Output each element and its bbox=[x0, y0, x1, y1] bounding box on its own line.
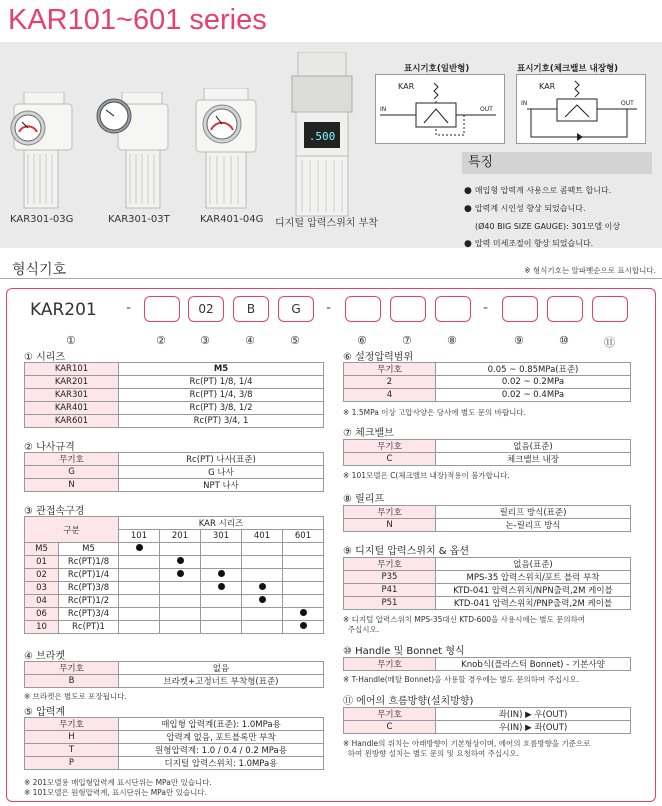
port-size: Rc(PT)1/2 bbox=[59, 595, 119, 608]
code-box-8 bbox=[502, 296, 538, 322]
port-availability-cell bbox=[160, 595, 201, 608]
table-row: P 디지털 압력스위치: 1.0MPa용 bbox=[25, 757, 324, 770]
model-base: KAR201 bbox=[30, 300, 97, 320]
product-image-kar301-03g bbox=[6, 92, 76, 212]
digital-display-value: .500 bbox=[308, 130, 336, 143]
range-note: ※ 1.5MPa 이상 고압사양은 당사에 별도 문의 바랍니다. bbox=[343, 408, 526, 417]
features-title: 특징 bbox=[462, 152, 652, 174]
port-availability-cell bbox=[119, 595, 160, 608]
position-number: ⑧ bbox=[447, 334, 457, 347]
position-number: ③ bbox=[200, 334, 210, 347]
flow-table bbox=[343, 707, 631, 734]
product-image-kar301-03t bbox=[96, 92, 172, 212]
code-box-9 bbox=[547, 296, 583, 322]
port-availability-cell bbox=[242, 621, 283, 634]
code-box-6 bbox=[390, 296, 426, 322]
port-availability-cell bbox=[283, 543, 324, 556]
table-row: G G 나사 bbox=[25, 466, 324, 479]
table-row bbox=[25, 621, 324, 634]
handle-table bbox=[343, 657, 631, 671]
port-availability-cell bbox=[242, 595, 283, 608]
position-number: ② bbox=[156, 334, 166, 347]
code-dash: - bbox=[126, 300, 132, 316]
code-box-1 bbox=[144, 296, 180, 322]
port-availability-cell bbox=[201, 621, 242, 634]
port-title: ③ 관접속구경 bbox=[24, 506, 85, 517]
port-availability-cell bbox=[201, 556, 242, 569]
table-row: 무기호 매입형 압력계(표준): 1.0MPa용 bbox=[25, 718, 324, 731]
port-availability-cell bbox=[242, 582, 283, 595]
bracket-table bbox=[24, 661, 324, 688]
port-code: 01 bbox=[25, 556, 59, 569]
flow-note: 하여 왼방향 설치는 별도 문의 및 요청하여 주십시오. bbox=[343, 749, 519, 758]
position-number: ① bbox=[66, 334, 76, 347]
table-row: 구분 KAR 시리즈 bbox=[25, 517, 324, 530]
feature-item: (Ø40 BIG SIZE GAUGE): 301모델 이상 bbox=[475, 222, 621, 231]
port-size: Rc(PT)1 bbox=[59, 621, 119, 634]
product-label: KAR401-04G bbox=[200, 214, 264, 225]
product-image-digital-switch bbox=[282, 52, 362, 218]
symbol-box-general bbox=[375, 74, 505, 144]
port-availability-cell bbox=[119, 608, 160, 621]
code-box-10 bbox=[592, 296, 628, 322]
product-label: 디지털 압력스위치 부착 bbox=[275, 218, 378, 229]
gauge-note: ※ 101모델은 원형압력계, 표시단위는 MPa만 있습니다. bbox=[24, 788, 207, 797]
port-availability-cell bbox=[160, 556, 201, 569]
series-title: ① 시리즈 bbox=[24, 352, 66, 363]
digital-title: ⑨ 디지털 압력스위치 & 옵션 bbox=[343, 546, 470, 557]
product-area bbox=[0, 42, 662, 248]
relief-title: ⑧ 릴리프 bbox=[343, 494, 385, 505]
port-table bbox=[24, 516, 324, 634]
table-row: C 우(IN) ▶ 좌(OUT) bbox=[344, 721, 631, 734]
table-row bbox=[25, 608, 324, 621]
flow-note: ※ Handle의 위치는 아래방향이 기본형상이며, 에어의 흐름방향을 기준으로 bbox=[343, 739, 591, 748]
position-number: ⑥ bbox=[357, 334, 367, 347]
port-availability-cell bbox=[283, 608, 324, 621]
port-availability-cell bbox=[119, 621, 160, 634]
check-table bbox=[343, 439, 631, 466]
table-row: KAR601 Rc(PT) 3/4, 1 bbox=[25, 415, 324, 428]
port-availability-cell bbox=[242, 608, 283, 621]
range-table bbox=[343, 362, 631, 402]
bracket-note: ※ 브라켓은 별도로 포장됩니다. bbox=[24, 692, 127, 701]
digital-table bbox=[343, 557, 631, 610]
handle-title: ⑩ Handle 및 Bonnet 형식 bbox=[343, 646, 465, 657]
port-code: 06 bbox=[25, 608, 59, 621]
feature-item: ● 매입형 압력계 사용으로 콤팩트 합니다. bbox=[464, 186, 612, 196]
code-box-7 bbox=[435, 296, 471, 322]
position-number: ⑪ bbox=[604, 336, 615, 349]
product-label: KAR301-03G bbox=[10, 214, 74, 225]
table-row: T 원형압력계: 1.0 / 0.4 / 0.2 MPa용 bbox=[25, 744, 324, 757]
port-size: Rc(PT)1/8 bbox=[59, 556, 119, 569]
port-availability-cell bbox=[119, 543, 160, 556]
port-availability-cell bbox=[119, 569, 160, 582]
svg-text:OUT: OUT bbox=[621, 100, 634, 107]
digital-note: ※ 디지털 압력스위치 MPS-35대신 KTD-600을 사용시에는 별도 문의하여 bbox=[343, 615, 586, 624]
table-row: 무기호 좌(IN) ▶ 우(OUT) bbox=[344, 708, 631, 721]
table-row: 무기호 없음(표준) bbox=[344, 440, 631, 453]
port-size: Rc(PT)3/4 bbox=[59, 608, 119, 621]
table-row: 무기호 없음 bbox=[25, 662, 324, 675]
table-row: H 압력계 없음, 포트블록만 부착 bbox=[25, 731, 324, 744]
table-row: 101 201 301 401 601 bbox=[25, 530, 324, 543]
table-row: 무기호 Rc(PT) 나사(표준) bbox=[25, 453, 324, 466]
table-row bbox=[25, 556, 324, 569]
bracket-title: ④ 브라켓 bbox=[24, 651, 66, 662]
port-code: 02 bbox=[25, 569, 59, 582]
table-row: 무기호 없음(표준) bbox=[344, 558, 631, 571]
table-row: 무기호 Knob식(플라스틱 Bonnet) - 기본사양 bbox=[344, 658, 631, 671]
code-box-3: B bbox=[233, 296, 269, 322]
feature-item: ● 압력계 시인성 향상 되었습니다. bbox=[464, 204, 586, 214]
available-dot-icon bbox=[136, 544, 143, 551]
port-availability-cell bbox=[160, 582, 201, 595]
svg-text:KAR: KAR bbox=[539, 82, 556, 91]
port-availability-cell bbox=[283, 569, 324, 582]
flow-title: ⑪ 에어의 흐름방향(설치방향) bbox=[343, 696, 474, 707]
port-availability-cell bbox=[160, 569, 201, 582]
available-dot-icon bbox=[218, 570, 225, 577]
series-table bbox=[24, 362, 324, 428]
table-row: KAR301 Rc(PT) 1/4, 3/8 bbox=[25, 389, 324, 402]
available-dot-icon bbox=[177, 570, 184, 577]
port-availability-cell bbox=[160, 543, 201, 556]
check-note: ※ 101모델은 C(체크밸브 내장)적용이 불가합니다. bbox=[343, 471, 510, 480]
available-dot-icon bbox=[300, 622, 307, 629]
position-number: ④ bbox=[245, 334, 255, 347]
position-number: ⑩ bbox=[559, 334, 569, 347]
available-dot-icon bbox=[177, 557, 184, 564]
symbol-title: 표시기호(체크밸브 내장형) bbox=[517, 64, 619, 74]
port-size: Rc(PT)3/8 bbox=[59, 582, 119, 595]
svg-text:IN: IN bbox=[380, 106, 387, 113]
available-dot-icon bbox=[300, 609, 307, 616]
gauge-title: ⑤ 압력계 bbox=[24, 707, 66, 718]
position-number: ⑨ bbox=[514, 334, 524, 347]
port-availability-cell bbox=[119, 582, 160, 595]
port-size: M5 bbox=[59, 543, 119, 556]
gauge-note: ※ 201모델용 매입형압력계 표시단위는 MPa만 있습니다. bbox=[24, 778, 212, 787]
port-code: 10 bbox=[25, 621, 59, 634]
table-row: C 체크밸브 내장 bbox=[344, 453, 631, 466]
port-availability-cell bbox=[119, 556, 160, 569]
port-availability-cell bbox=[201, 543, 242, 556]
table-row bbox=[25, 569, 324, 582]
symbol-title: 표시기호(일반형) bbox=[404, 64, 470, 74]
code-box-2: 02 bbox=[188, 296, 224, 322]
symbol-box-check bbox=[516, 74, 646, 144]
table-row: 2 0.02 ~ 0.2MPa bbox=[344, 376, 631, 389]
port-availability-cell bbox=[160, 621, 201, 634]
table-row: KAR201 Rc(PT) 1/8, 1/4 bbox=[25, 376, 324, 389]
table-row: 무기호 릴리프 방식(표준) bbox=[344, 506, 631, 519]
svg-text:OUT: OUT bbox=[480, 106, 493, 113]
handle-note: ※ T-Handle(메탈 Bonnet)을 사용할 경우에는 별도 문의하여 주십시오. bbox=[343, 675, 579, 684]
table-row bbox=[25, 543, 324, 556]
relief-table bbox=[343, 505, 631, 532]
thread-table bbox=[24, 452, 324, 492]
product-image-kar401-04g bbox=[190, 88, 260, 212]
position-number: ⑦ bbox=[402, 334, 412, 347]
port-code: 04 bbox=[25, 595, 59, 608]
port-availability-cell bbox=[201, 582, 242, 595]
table-row: N 논-릴리프 방식 bbox=[344, 519, 631, 532]
port-availability-cell bbox=[201, 595, 242, 608]
gauge-table bbox=[24, 717, 324, 770]
table-row: KAR101 M5 bbox=[25, 363, 324, 376]
table-row: N NPT 나사 bbox=[25, 479, 324, 492]
svg-text:KAR: KAR bbox=[398, 82, 415, 91]
port-code: M5 bbox=[25, 543, 59, 556]
section-note: ※ 형식기호는 알파벳순으로 표시합니다. bbox=[524, 266, 656, 275]
thread-title: ② 나사규격 bbox=[24, 442, 75, 453]
table-row: P51 KTD-041 압력스위치/PNP출력,2M 케이블 bbox=[344, 597, 631, 610]
page-title: KAR101~601 series bbox=[8, 4, 267, 36]
port-availability-cell bbox=[201, 608, 242, 621]
code-dash: - bbox=[483, 300, 489, 316]
available-dot-icon bbox=[259, 583, 266, 590]
code-box-4: G bbox=[278, 296, 314, 322]
code-box-5 bbox=[345, 296, 381, 322]
table-row: 4 0.02 ~ 0.4MPa bbox=[344, 389, 631, 402]
svg-text:IN: IN bbox=[521, 100, 528, 107]
port-availability-cell bbox=[283, 621, 324, 634]
port-availability-cell bbox=[201, 569, 242, 582]
product-label: KAR301-03T bbox=[108, 214, 170, 225]
port-availability-cell bbox=[283, 556, 324, 569]
table-row: P35 MPS-35 압력스위치/포트 블럭 부착 bbox=[344, 571, 631, 584]
port-availability-cell bbox=[283, 582, 324, 595]
table-row bbox=[25, 595, 324, 608]
table-row bbox=[25, 582, 324, 595]
table-row: 무기호 0.05 ~ 0.85MPa(표준) bbox=[344, 363, 631, 376]
section-bar bbox=[0, 255, 662, 279]
port-code: 03 bbox=[25, 582, 59, 595]
code-dash: - bbox=[326, 300, 332, 316]
range-title: ⑥ 설정압력범위 bbox=[343, 352, 414, 363]
table-row: B 브라켓+고정너트 부착형(표준) bbox=[25, 675, 324, 688]
port-availability-cell bbox=[283, 595, 324, 608]
position-number: ⑤ bbox=[290, 334, 300, 347]
table-row: KAR401 Rc(PT) 3/8, 1/2 bbox=[25, 402, 324, 415]
port-availability-cell bbox=[242, 556, 283, 569]
port-availability-cell bbox=[242, 569, 283, 582]
port-size: Rc(PT)1/4 bbox=[59, 569, 119, 582]
check-title: ⑦ 체크밸브 bbox=[343, 428, 394, 439]
digital-note: 주십시오. bbox=[343, 625, 380, 634]
available-dot-icon bbox=[218, 583, 225, 590]
available-dot-icon bbox=[259, 596, 266, 603]
port-availability-cell bbox=[160, 608, 201, 621]
port-availability-cell bbox=[242, 543, 283, 556]
section-title: 형식기호 bbox=[12, 262, 67, 278]
feature-item: ● 압력 미세조절이 향상 되었습니다. bbox=[464, 239, 594, 249]
table-row: P41 KTD-041 압력스위치/NPN출력,2M 케이블 bbox=[344, 584, 631, 597]
